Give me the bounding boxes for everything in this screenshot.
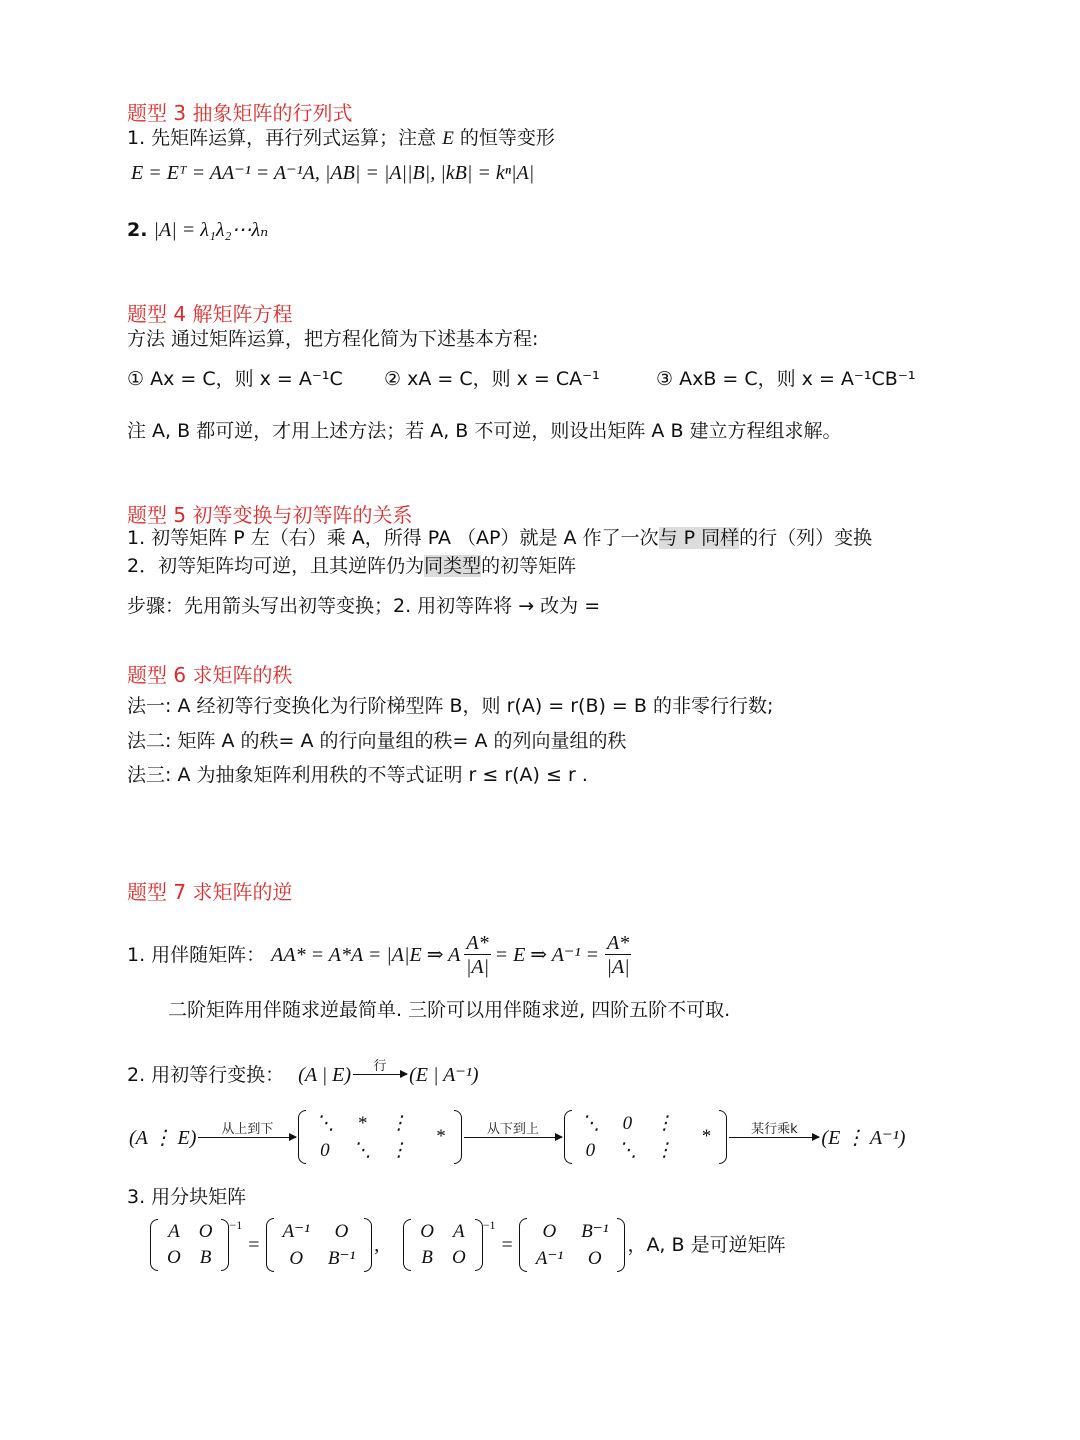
- block-matrix-1-inverse: A⁻¹ O O B⁻¹: [266, 1218, 373, 1272]
- t5-steps: 步骤：先用箭头写出初等变换；2. 用初等阵将 → 改为 =: [127, 595, 601, 617]
- t4-equation-3: ③ AxB = C，则 x = A⁻¹CB⁻¹: [656, 368, 916, 390]
- t4-note: 注 A, B 都可逆，才用上述方法；若 A, B 不可逆，则设出矩阵 A B 建立方程组求解。: [127, 420, 842, 442]
- t4-method: 方法 通过矩阵运算，把方程化简为下述基本方程:: [127, 328, 539, 350]
- arrow-bottom-up: 从下到上: [464, 1123, 562, 1152]
- fraction-1: $\frac{A*}{|A|}$: [465, 931, 490, 978]
- section-title-3: 题型 3 抽象矩阵的行列式: [127, 101, 353, 125]
- t5-line-1: 1. 初等矩阵 P 左（右）乘 A，所得 PA （AP）就是 A 作了一次与 P 同样的行（列）变换: [127, 527, 873, 549]
- t3-formula-1: E = Eᵀ = AA⁻¹ = A⁻¹A, |AB| = |A||B|, |kB| = kⁿ|A|: [131, 162, 535, 184]
- t3-line-1: 1. 先矩阵运算，再行列式运算；注意 E 的恒等变形: [127, 127, 555, 149]
- t6-method-2: 法二: 矩阵 A 的秩= A 的行向量组的秩= A 的列向量组的秩: [127, 730, 627, 752]
- fraction-2: $\frac{A*}{|A|}$: [606, 931, 630, 978]
- t4-equation-2: ② xA = C，则 x = CA⁻¹: [384, 368, 600, 390]
- staged-matrix-1: ⋱ * ⋮ * 0 ⋱ ⋮: [298, 1110, 462, 1164]
- block-matrix-2: O A B O: [403, 1219, 482, 1271]
- t4-equation-1: ① Ax = C，则 x = A⁻¹C: [127, 368, 343, 390]
- t7-block-title: 3. 用分块矩阵: [127, 1186, 247, 1208]
- section-title-5: 题型 5 初等变换与初等阵的关系: [127, 503, 413, 527]
- t7-row-transform-line: 2. 用初等行变换： (A | E) 行 (E | A⁻¹): [127, 1060, 479, 1089]
- arrow-row: 行: [353, 1060, 407, 1089]
- section-title-7: 题型 7 求矩阵的逆: [127, 880, 293, 904]
- highlight-same: 与 P 同样: [658, 527, 740, 549]
- arrow-row-scale: 某行乘k: [729, 1123, 819, 1152]
- t5-line-2: 2．初等矩阵均可逆，且其逆阵仍为同类型的初等矩阵: [127, 555, 577, 577]
- t7-adjugate-note: 二阶矩阵用伴随求逆最简单. 三阶可以用伴随求逆, 四阶五阶不可取.: [168, 999, 731, 1021]
- block-tail: ，A, B 是可逆矩阵: [627, 1234, 786, 1256]
- t6-method-1: 法一: A 经初等行变换化为行阶梯型阵 B，则 r(A) = r(B) = B 的非零行行数;: [127, 695, 774, 717]
- block-matrix-1: A O O B: [150, 1219, 229, 1271]
- section-title-4: 题型 4 解矩阵方程: [127, 302, 293, 326]
- highlight-same-type: 同类型: [424, 555, 482, 577]
- t3-line-2: 2. |A| = λ₁λ₂⋯λₙ: [127, 219, 269, 241]
- t6-method-3: 法三: A 为抽象矩阵利用秩的不等式证明 r ≤ r(A) ≤ r .: [127, 764, 588, 786]
- arrow-top-down: 从上到下: [198, 1123, 296, 1152]
- t7-block-formulas: A O O B $^{-1}$ = A⁻¹ O O B⁻¹ , O A B O $^{-1}$ = O B⁻¹ A⁻¹ O ，A, B 是可逆矩阵: [150, 1218, 786, 1272]
- section-title-6: 题型 6 求矩阵的秩: [127, 663, 293, 687]
- t7-adjugate-line: 1. 用伴随矩阵： AA* = A*A = |A|E ⇒ A $\frac{A*}{|A|}$ = E ⇒ A⁻¹ = $\frac{A*}{|A|}$: [127, 931, 630, 978]
- block-matrix-2-inverse: O B⁻¹ A⁻¹ O: [519, 1218, 626, 1272]
- staged-matrix-2: ⋱ 0 ⋮ * 0 ⋱ ⋮: [564, 1110, 728, 1164]
- t7-elimination-example: (A ⋮ E) 从上到下 ⋱ * ⋮ * 0 ⋱ ⋮ 从下到上 ⋱ 0 ⋮ * 0 ⋱ ⋮ 某行乘k (E ⋮ A⁻¹): [129, 1110, 905, 1164]
